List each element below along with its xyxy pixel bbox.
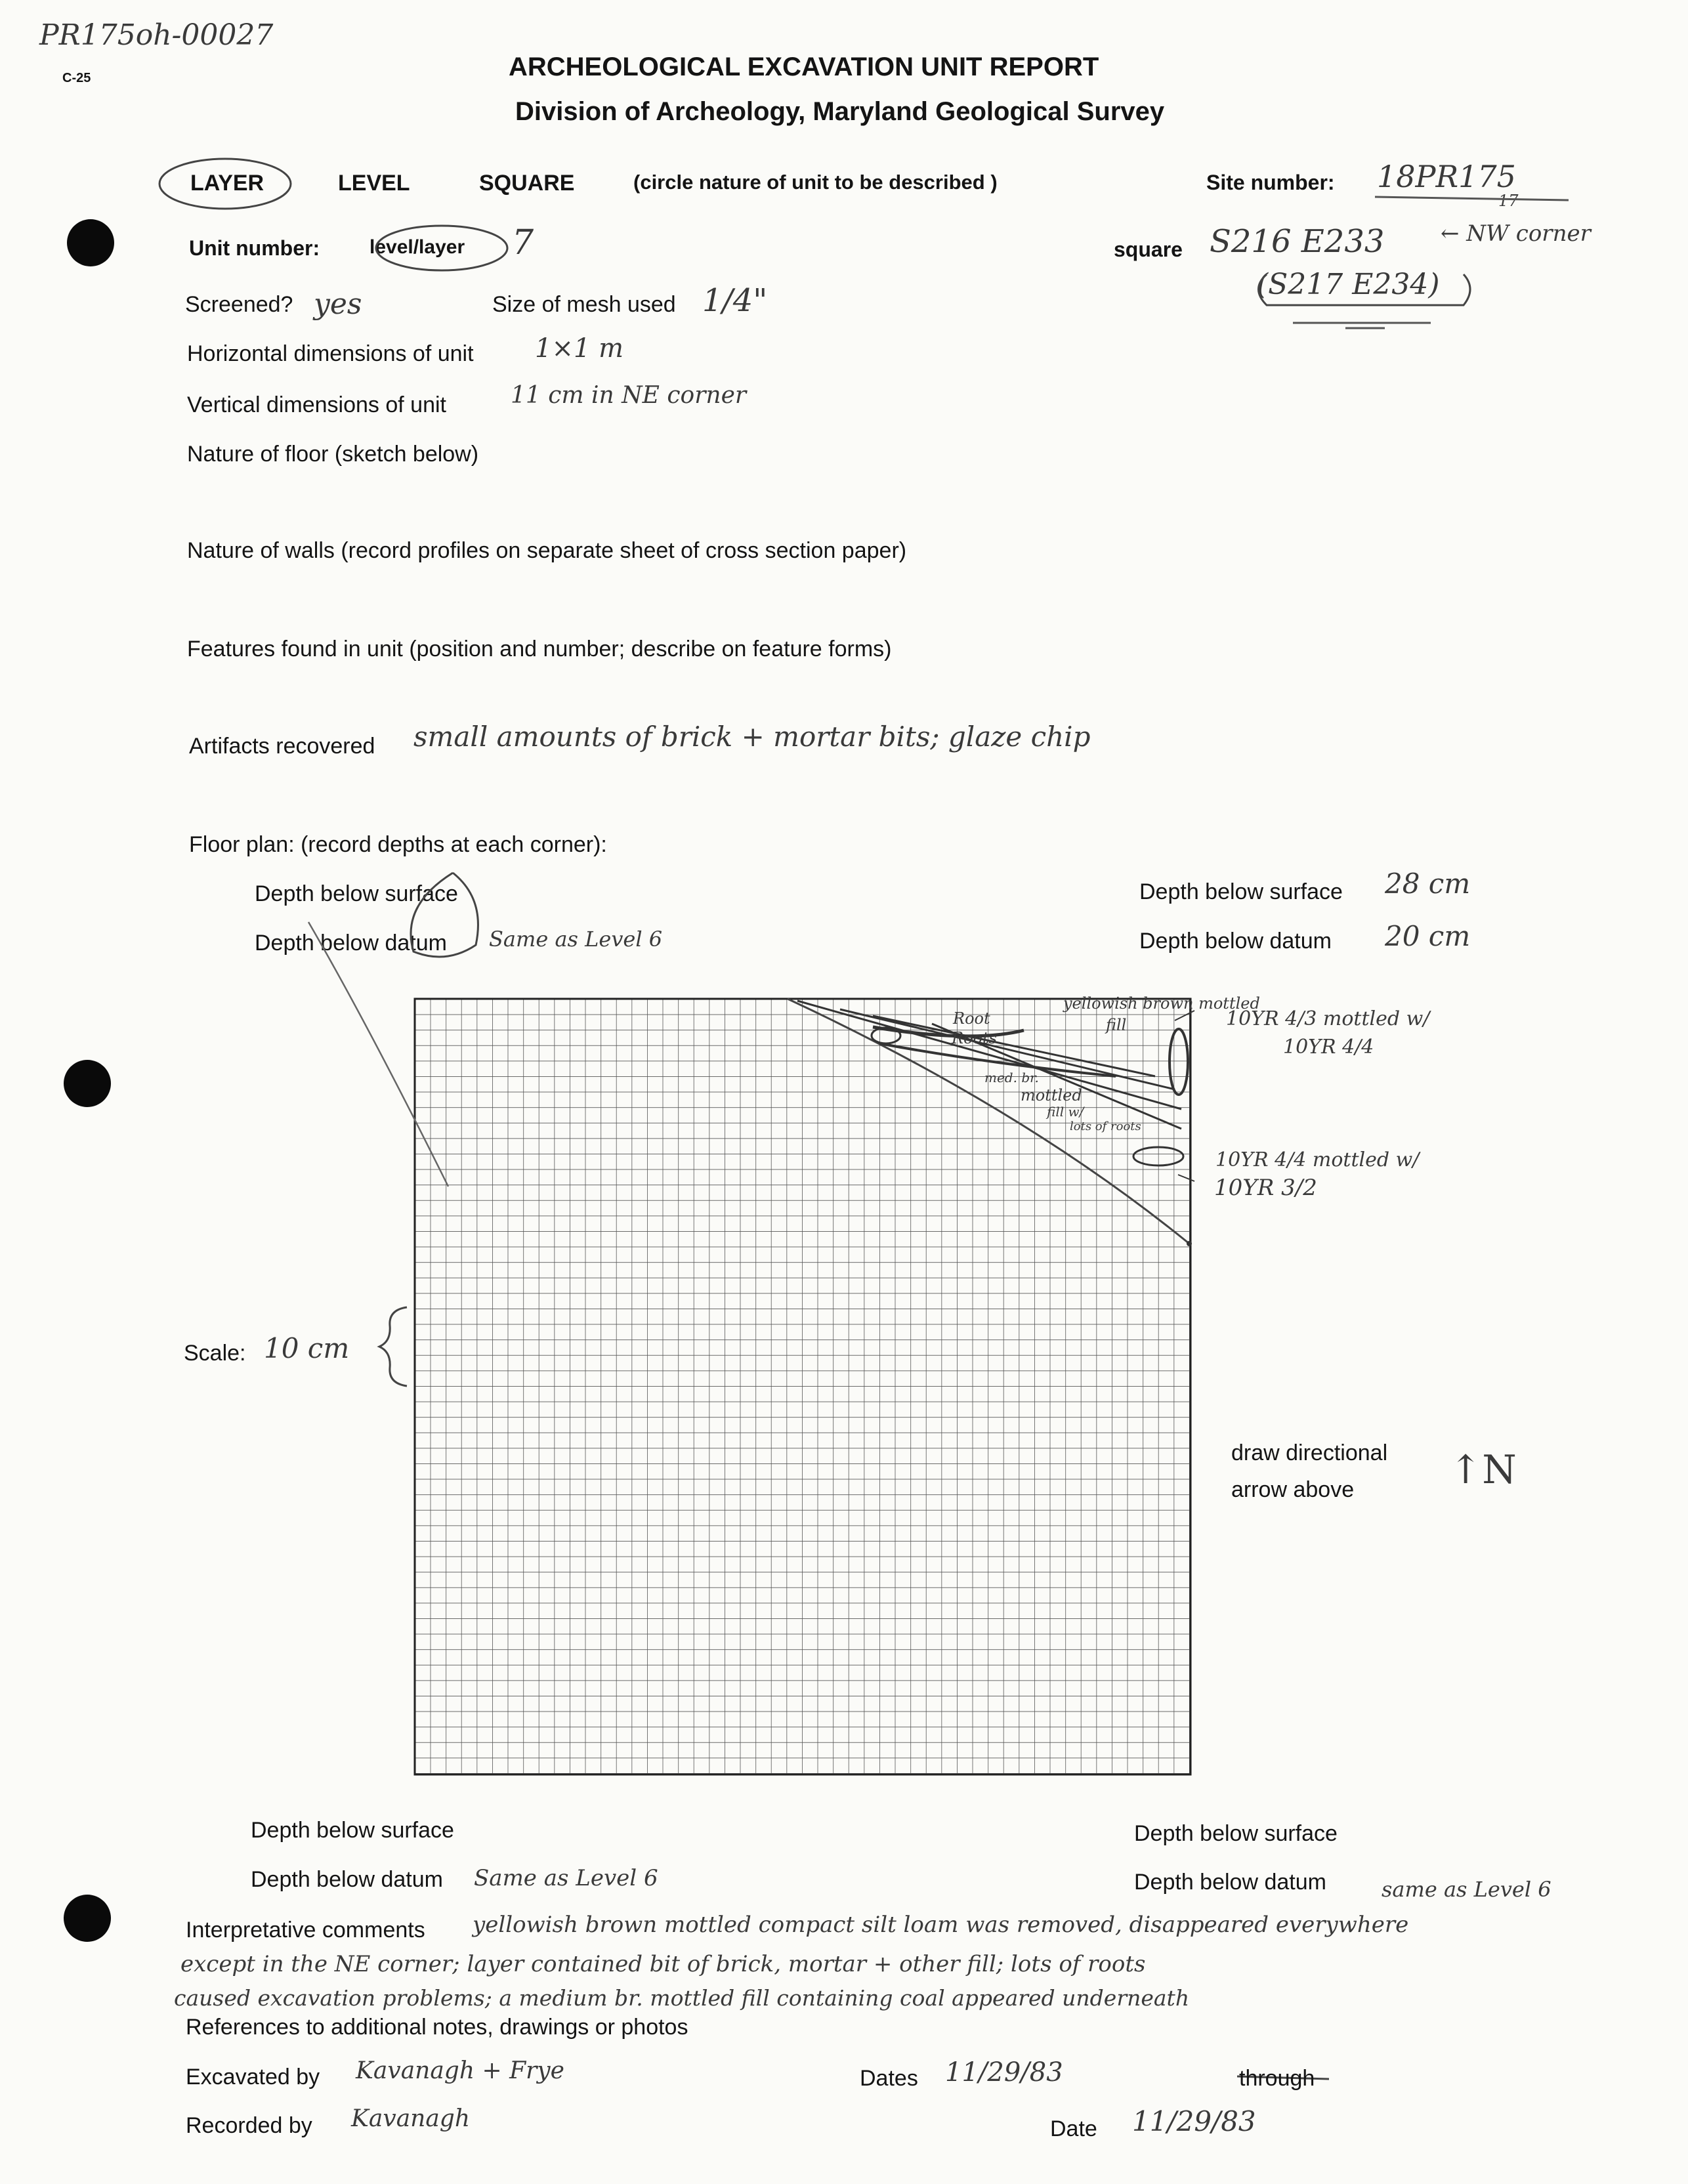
form-code: C-25: [62, 71, 91, 85]
unit-type-layer[interactable]: LAYER: [190, 171, 264, 196]
top-left-surface-label: Depth below surface: [255, 881, 458, 906]
sketch-note-yellowish: yellowish brown mottled: [1063, 994, 1260, 1013]
bottom-right-datum-label: Depth below datum: [1134, 1870, 1326, 1895]
vertical-dimensions-label: Vertical dimensions of unit: [187, 392, 446, 417]
unit-number-label: Unit number:: [189, 236, 320, 260]
excavated-by-value: Kavanagh + Frye: [356, 2057, 564, 2084]
sketch-note-root: Root: [953, 1009, 990, 1028]
sketch-note-lots-of-roots: lots of roots: [1070, 1120, 1141, 1133]
dates-value: 11/29/83: [945, 2057, 1063, 2088]
soil-color-2: 10YR 4/4 mottled w/: [1215, 1148, 1420, 1171]
site-number-label: Site number:: [1206, 171, 1335, 194]
top-left-datum-value: Same as Level 6: [489, 927, 663, 952]
floor-nature-label: Nature of floor (sketch below): [187, 442, 479, 467]
walls-label: Nature of walls (record profiles on separate sheet of cross section paper): [187, 538, 907, 563]
sketch-note-med-br: med. br.: [984, 1070, 1039, 1085]
bottom-left-surface-label: Depth below surface: [251, 1818, 454, 1843]
layer-type-circle: [376, 226, 507, 270]
unit-type-square[interactable]: SQUARE: [479, 171, 575, 196]
comments-line-2: except in the NE corner; layer contained bit of brick, mortar + other fill; lots of roots: [180, 1951, 1146, 1977]
top-right-surface-label: Depth below surface: [1139, 879, 1343, 904]
floor-plan-label: Floor plan: (record depths at each corner):: [189, 832, 607, 857]
arrow-label-1: draw directional: [1231, 1440, 1388, 1465]
sketch-note-mottled: mottled: [1021, 1086, 1082, 1104]
document-id: PR175oh-00027: [39, 18, 274, 52]
vertical-dimensions-value: 11 cm in NE corner: [511, 382, 747, 409]
comments-line-3: caused excavation problems; a medium br. mottled fill containing coal appeared underneath: [174, 1985, 1190, 2011]
excavated-by-label: Excavated by: [186, 2065, 320, 2090]
site-number-underline: [1375, 197, 1569, 200]
unit-type-level[interactable]: LEVEL: [338, 171, 410, 196]
bottom-left-datum-label: Depth below datum: [251, 1867, 443, 1892]
corner-dot: [1187, 1241, 1192, 1246]
top-right-datum-label: Depth below datum: [1139, 929, 1332, 954]
screened-value: yes: [314, 287, 362, 321]
bottom-left-datum-value: Same as Level 6: [474, 1865, 658, 1891]
screened-label: Screened?: [185, 292, 293, 317]
alt-square-bracket: [1259, 274, 1471, 305]
unit-number-type: level/layer: [369, 236, 465, 258]
bottom-right-surface-label: Depth below surface: [1134, 1821, 1338, 1846]
comments-label: Interpretative comments: [186, 1918, 425, 1942]
site-number-value: 18PR175: [1377, 159, 1516, 194]
horizontal-dimensions-label: Horizontal dimensions of unit: [187, 341, 474, 366]
page-subtitle: Division of Archeology, Maryland Geological Survey: [515, 97, 1165, 126]
dates-label: Dates: [860, 2066, 918, 2091]
square-underline: [1293, 323, 1431, 328]
soil-color-1b: 10YR 4/4: [1283, 1036, 1374, 1059]
site-number-correction: 17: [1498, 192, 1519, 210]
sketch-note-roots: Roots: [952, 1029, 997, 1047]
references-label: References to additional notes, drawings or photos: [186, 2015, 688, 2040]
through-label: through: [1239, 2066, 1315, 2091]
horizontal-dimensions-value: 1×1 m: [535, 333, 624, 364]
recorded-by-label: Recorded by: [186, 2113, 312, 2138]
square-note: ← NW corner: [1441, 220, 1591, 247]
square-label: square: [1114, 238, 1183, 261]
mesh-label: Size of mesh used: [492, 292, 676, 317]
date-label: Date: [1050, 2116, 1097, 2141]
arrow-label-2: arrow above: [1231, 1477, 1355, 1502]
soil-color-2b: 10YR 3/2: [1214, 1175, 1317, 1201]
mesh-value: 1/4": [702, 282, 768, 319]
layer-selection-circle: [159, 159, 291, 209]
artifacts-value: small amounts of brick + mortar bits; glaze chip: [413, 721, 1091, 753]
unit-type-instruction: (circle nature of unit to be described ): [633, 171, 998, 194]
sketch-note-fill-w: fill w/: [1047, 1104, 1084, 1120]
bottom-right-datum-value: same as Level 6: [1382, 1877, 1551, 1902]
date-value: 11/29/83: [1132, 2105, 1256, 2137]
datum-circle: [411, 873, 478, 957]
top-left-datum-label: Depth below datum: [255, 931, 447, 956]
square-alternate: (S217 E234): [1257, 268, 1440, 301]
recorded-by-value: Kavanagh: [351, 2105, 471, 2132]
comments-line-1: yellowish brown mottled compact silt loam was removed, disappeared everywhere: [473, 1912, 1409, 1938]
top-right-surface-value: 28 cm: [1385, 868, 1471, 900]
features-label: Features found in unit (position and number; describe on feature forms): [187, 637, 892, 662]
top-right-datum-value: 20 cm: [1385, 920, 1471, 952]
square-value: S216 E233: [1210, 223, 1385, 260]
page-title: ARCHEOLOGICAL EXCAVATION UNIT REPORT: [509, 52, 1099, 81]
scale-label: Scale:: [184, 1341, 246, 1366]
scale-value: 10 cm: [264, 1332, 350, 1364]
north-arrow: ↑N: [1449, 1447, 1517, 1493]
soil-color-1: 10YR 4/3 mottled w/: [1226, 1007, 1430, 1030]
sketch-note-fill: fill: [1106, 1016, 1127, 1034]
scale-bracket: [379, 1307, 407, 1386]
artifacts-label: Artifacts recovered: [189, 734, 375, 759]
unit-number-value: 7: [512, 223, 534, 262]
